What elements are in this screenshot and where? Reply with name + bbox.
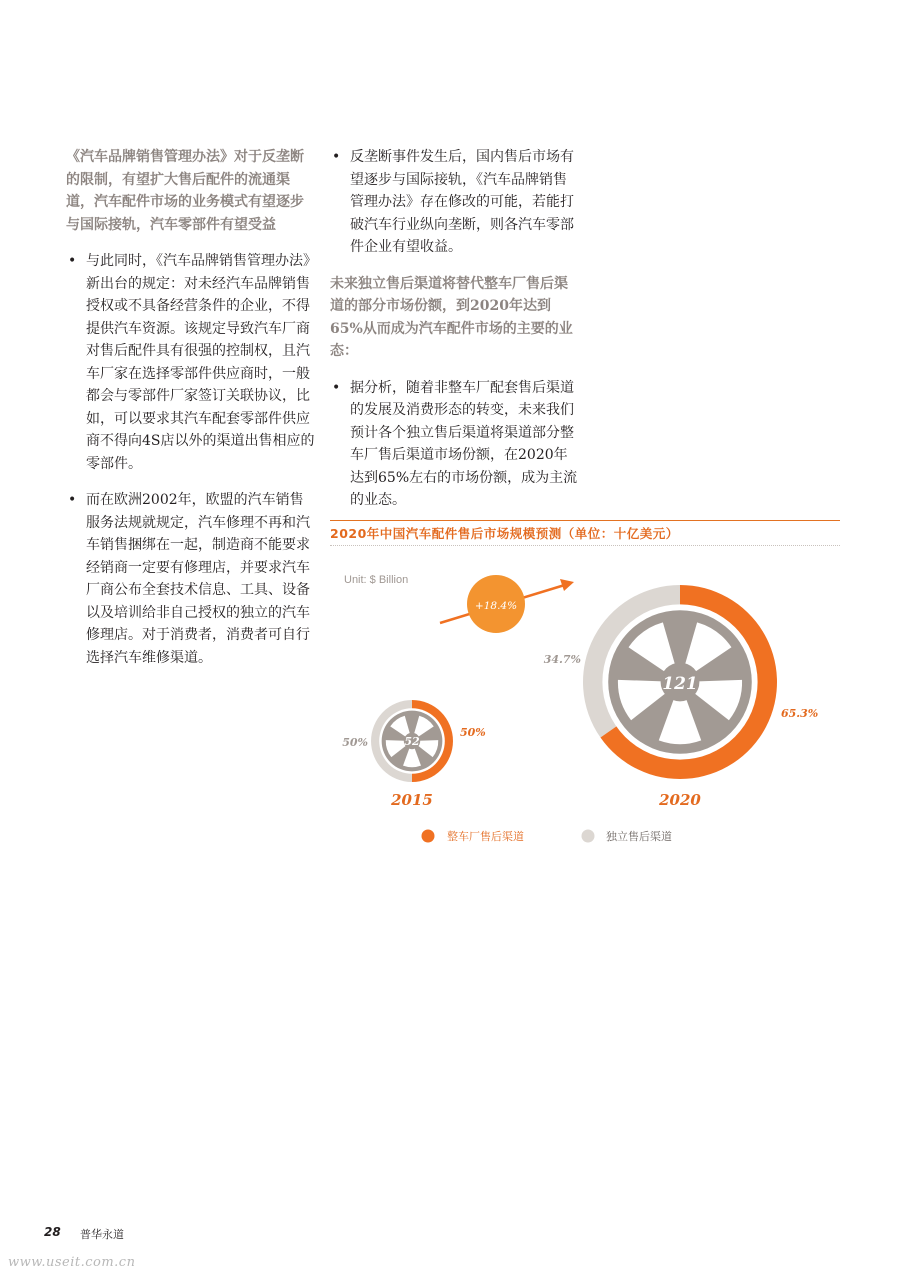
chart-title-dotted-rule [330,545,840,546]
left-heading: 《汽车品牌销售管理办法》对于反垄断的限制，有望扩大售后配件的流通渠道，汽车配件市场的业务模式有望逐步与国际接轨，汽车零部件有望受益 [66,149,304,233]
right-heading: 未来独立售后渠道将替代整车厂售后渠道的部分市场份额，到2020年达到65%从而成为汽车配件市场的主要的业态： [330,275,573,359]
pie-2020-pct-label: 34.7% [543,653,581,666]
right-bullet-list-bottom [330,377,580,512]
pie-2015 [342,700,486,809]
chart-title-rule [330,520,840,521]
watermark: www.useit.com.cn [8,1255,136,1270]
pie-2020 [544,585,819,809]
legend-swatch-oem [422,830,435,843]
chart-title: 2020年中国汽车配件售后市场规模预测（单位：十亿美元） [330,526,679,541]
market-size-pie-chart [320,560,840,860]
left-bullet-1: • 与此同时，《汽车品牌销售管理办法》新出台的规定：对未经汽车品牌销售授权或不具备经营条件的企业，不得提供汽车资源。该规定导致汽车厂商对售后配件具有很强的控制权，且汽车厂家在选择零部件供应商时，一般都会与零部件厂家签订关联协议，比如，可以要求其汽车配套零部件供应商不得向4S店以外的渠道出售相应的零部件。 [66,250,316,475]
right-bullet-1: • 反垄断事件发生后，国内售后市场有望逐步与国际接轨，《汽车品牌销售管理办法》存在修改的可能，若能打破汽车行业纵向垄断，则各汽车零部件企业有望收益。 [330,146,580,259]
pie-2015-year-label: 2015 [391,791,433,809]
pie-2015-pct-label: 50% [460,726,486,739]
growth-arrow-head-icon [560,579,574,591]
pie-2015-pct-label: 50% [342,736,368,749]
pie-2020-pct-label: 65.3% [781,707,819,720]
unit-label: Unit: $ Billion [344,574,409,586]
pie-2020-total: 121 [662,674,698,694]
growth-rate-label: +18.4% [474,600,518,612]
legend-label-oem: 整车厂售后渠道 [447,830,524,843]
right-column [330,146,580,526]
right-bullet-list-top [330,146,580,259]
pie-2015-total: 52 [404,735,420,748]
page-number: 28 [44,1225,61,1239]
legend-swatch-independent [582,830,595,843]
left-column [66,146,316,683]
right-bullet-2: • 据分析，随着非整车厂配套售后渠道的发展及消费形态的转变，未来我们预计各个独立售后渠道将渠道部分整车厂售后渠道市场份额，在2020年达到65%左右的市场份额，成为主流的业态。 [330,377,580,512]
legend-label-independent: 独立售后渠道 [606,830,672,843]
footer-title: 普华永道 [80,1228,124,1241]
left-bullet-list [66,250,316,669]
pie-2020-year-label: 2020 [659,791,701,809]
left-bullet-2: • 而在欧洲2002年，欧盟的汽车销售服务法规就规定，汽车修理不再和汽车销售捆绑在一起，制造商不能要求经销商一定要有修理店，并要求汽车厂商公布全套技术信息、工具、设备以及培训给非自己授权的独立的汽车修理店。对于消费者，消费者可自行选择汽车维修渠道。 [66,489,316,669]
